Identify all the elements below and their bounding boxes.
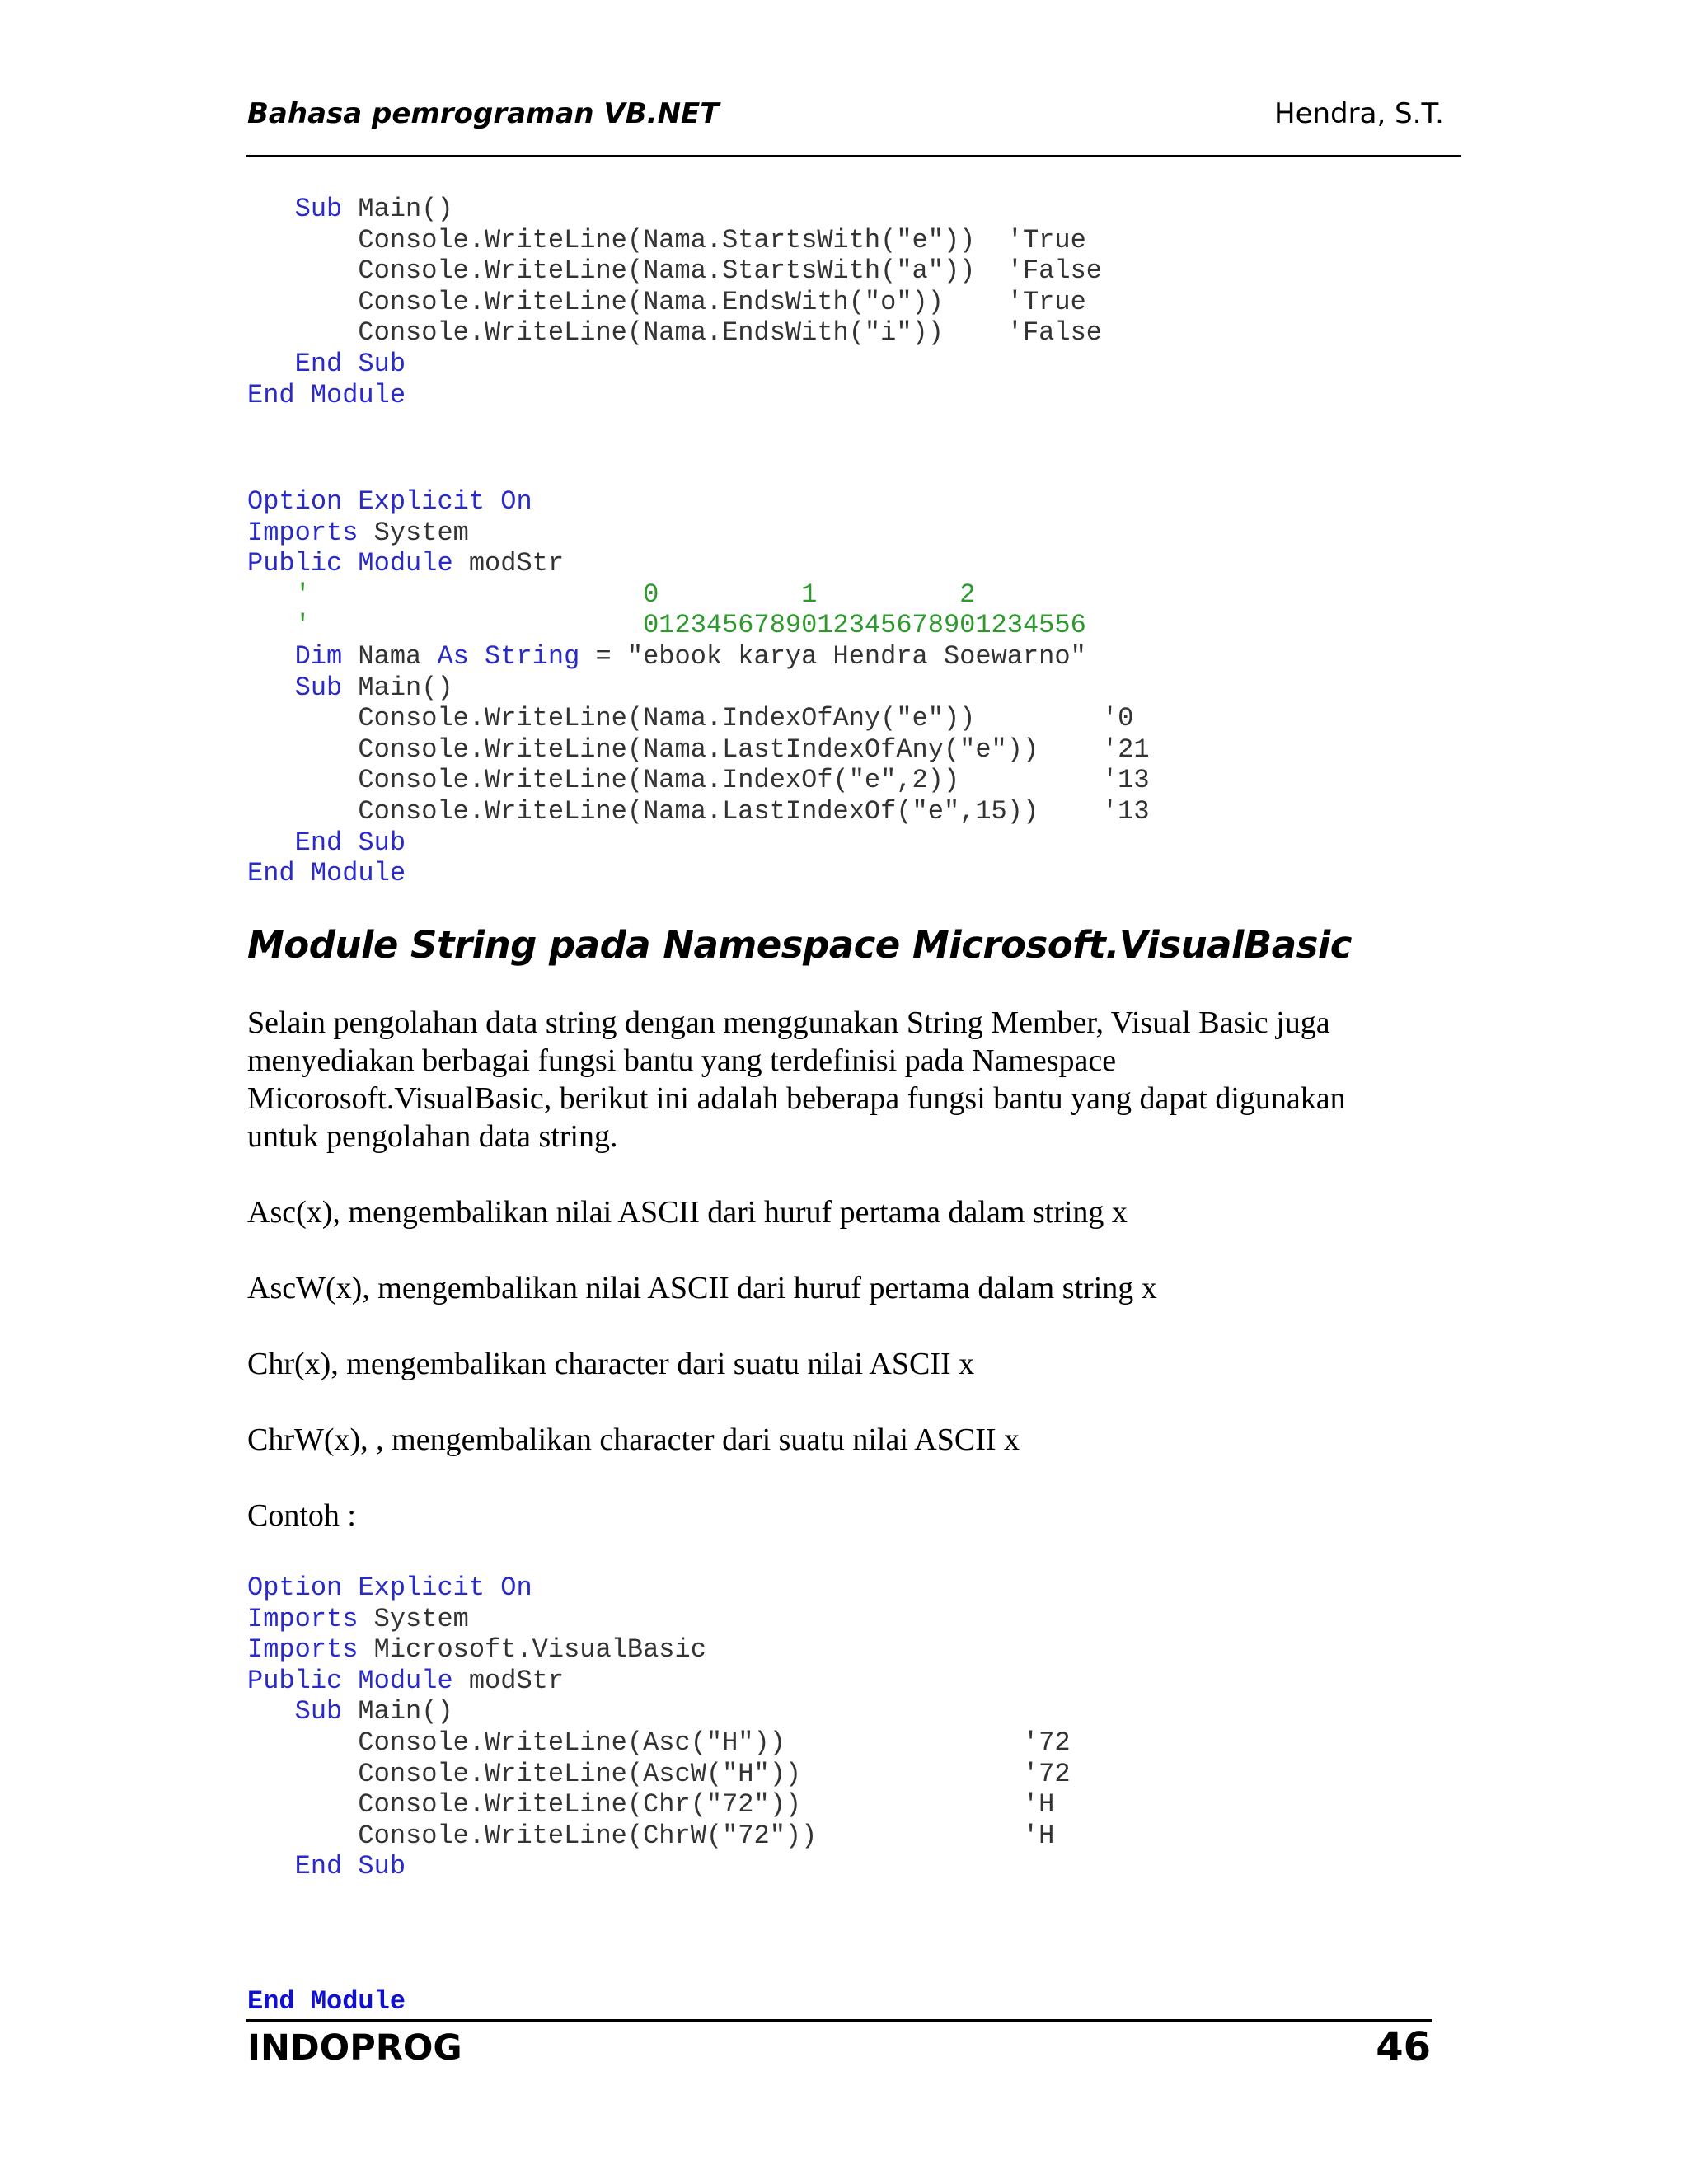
code-keyword: End Sub [294,827,406,858]
code-line [247,1634,1071,1666]
asc-description: Asc(x), mengembalikan nilai ASCII dari huruf pertama dalam string x [247,1195,1128,1230]
chr-description: Chr(x), mengembalikan character dari suatu nilai ASCII x [247,1347,975,1381]
code-line [247,1666,1071,1697]
code-keyword: Imports [247,517,359,548]
code-line [247,1604,1071,1635]
code-text [247,641,295,672]
code-text: Console.WriteLine(AscW("H")) '72 [247,1758,1071,1789]
code-text: System [358,517,469,548]
code-text [247,1696,295,1727]
code-line [247,796,1150,827]
code-text: Main() [342,672,453,703]
code-keyword: Dim [294,640,343,672]
code-block-ascii-functions [247,1572,1071,1882]
code-line [247,225,1102,256]
intro-line: Selain pengolahan data string dengan menggunakan String Member, Visual Basic juga [247,1005,1330,1040]
code-text [247,1851,295,1882]
code-keyword: End Module [247,379,406,410]
code-text: Console.WriteLine(Nama.StartsWith("e")) 'True [247,224,1086,255]
code-text: Microsoft.VisualBasic [358,1634,706,1666]
code-line [247,610,1150,641]
code-text: Console.WriteLine(Nama.LastIndexOfAny("e")) '21 [247,733,1150,765]
code-text: modStr [452,1665,565,1696]
section-title: Module String pada Namespace Microsoft.VisualBasic [247,923,1352,967]
code-line [247,380,1102,411]
code-line [247,1821,1071,1852]
code-keyword: Public Module [247,548,453,579]
header-title: Bahasa pemrograman VB.NET [247,97,720,130]
code-line [247,1696,1071,1727]
code-line [247,255,1102,287]
code-line [247,287,1102,318]
header-author: Hendra, S.T. [1274,97,1444,130]
code-line [247,827,1150,859]
ascw-description: AscW(x), mengembalikan nilai ASCII dari huruf pertama dalam string x [247,1271,1157,1305]
code-line [247,486,1150,518]
code-keyword: Imports [247,1634,359,1666]
code-text: Console.WriteLine(Nama.LastIndexOf("e",15)) '13 [247,795,1150,827]
code-line [247,765,1150,796]
footer-brand: INDOPROG [247,2027,462,2069]
intro-paragraph [247,1004,1442,1155]
code-keyword: End Sub [294,1851,406,1882]
code-comment: ' 0123456789012345678901234556 [247,610,1086,641]
intro-line: untuk pengolahan data string. [247,1119,618,1154]
code-keyword: End Module [247,858,406,889]
code-keyword: As [437,640,469,672]
code-text: Console.WriteLine(Nama.EndsWith("i")) 'False [247,317,1102,349]
header-divider [246,155,1461,157]
code-text [247,349,295,379]
footer-divider [246,2019,1432,2022]
code-line [247,548,1150,579]
code-text [469,641,485,672]
code-text: Console.WriteLine(Nama.IndexOf("e",2)) '13 [247,765,1150,796]
code-text: Console.WriteLine(Chr("72")) 'H [247,1789,1055,1821]
code-line [247,734,1150,766]
code-text [247,194,295,224]
code-text: Main() [342,194,453,224]
code-comment: ' 0 1 2 [247,579,976,610]
code-keyword: Imports [247,1603,359,1634]
code-line [247,194,1102,225]
code-keyword: Option Explicit On [247,1572,532,1603]
code-line [247,673,1150,704]
code-line [247,349,1102,380]
code-keyword: String [485,640,580,672]
code-line [247,1759,1071,1790]
code-block-string-startswith [247,194,1102,410]
code-keyword: Sub [294,1696,343,1727]
code-line [247,518,1150,549]
code-line: End Module [247,1986,406,2018]
code-line [247,1851,1071,1882]
code-text: Console.WriteLine(ChrW("72")) 'H [247,1820,1055,1851]
code-text: Console.WriteLine(Asc("H")) '72 [247,1727,1071,1758]
code-line [247,1572,1071,1604]
code-keyword: Sub [294,194,343,224]
code-line [247,317,1102,349]
code-text: Console.WriteLine(Nama.IndexOfAny("e")) '0 [247,703,1134,734]
contoh-label: Contoh : [247,1498,356,1533]
code-text: Main() [342,1696,453,1727]
code-line [247,703,1150,734]
code-line [247,641,1150,673]
code-text: Nama [342,640,438,672]
chrw-description: ChrW(x), , mengembalikan character dari suatu nilai ASCII x [247,1422,1020,1457]
code-block-string-indexof [247,486,1150,889]
code-line [247,579,1150,611]
code-text: Console.WriteLine(Nama.StartsWith("a")) 'False [247,255,1102,287]
page-number: 46 [1376,2024,1431,2070]
code-text [247,827,295,858]
code-line [247,1789,1071,1821]
code-keyword: End Sub [294,348,406,379]
code-keyword: Sub [294,672,343,703]
code-text: Console.WriteLine(Nama.EndsWith("o")) 'True [247,286,1086,317]
code-line [247,1727,1071,1759]
intro-line: Micorosoft.VisualBasic, berikut ini adalah beberapa fungsi bantu yang dapat digunakan [247,1081,1346,1116]
code-keyword: Public Module [247,1665,453,1696]
code-text: modStr [452,548,565,579]
code-text [247,673,295,703]
code-line [247,858,1150,889]
intro-line: menyediakan berbagai fungsi bantu yang terdefinisi pada Namespace [247,1043,1117,1078]
code-text: System [358,1603,469,1634]
code-keyword: Option Explicit On [247,486,532,517]
code-text: = "ebook karya Hendra Soewarno" [579,640,1086,672]
